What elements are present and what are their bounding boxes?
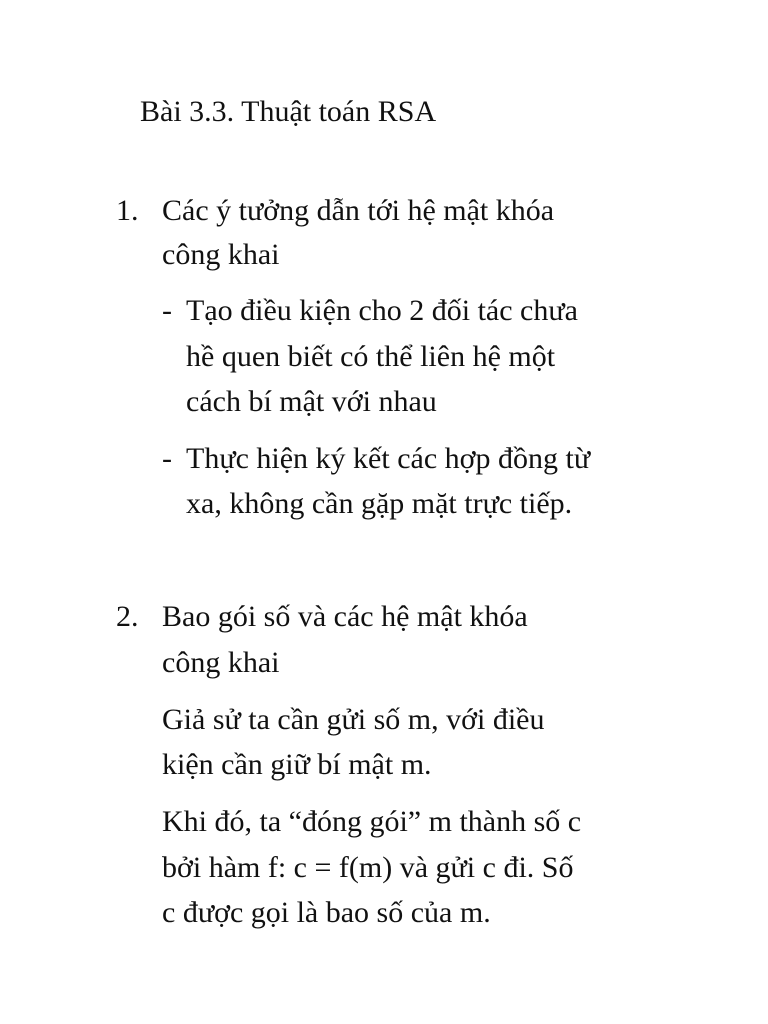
paragraph-2-line-3: c được gọi là bao số của m. (162, 896, 491, 929)
section-1-heading-line-1: Các ý tưởng dẫn tới hệ mật khóa (162, 194, 555, 227)
page-title: Bài 3.3. Thuật toán RSA (140, 95, 437, 128)
section-2-heading-line-1: Bao gói số và các hệ mật khóa (162, 600, 528, 633)
bullet-2-line-2: xa, không cần gặp mặt trực tiếp. (186, 487, 573, 520)
section-1-number: 1. (116, 194, 139, 227)
bullet-2-line-1: Thực hiện ký kết các hợp đồng từ (186, 442, 591, 475)
paragraph-1-line-1: Giả sử ta cần gửi số m, với điều (162, 703, 545, 736)
section-2-heading-line-2: công khai (162, 646, 280, 679)
bullet-2-marker: - (162, 442, 172, 475)
bullet-1-line-3: cách bí mật với nhau (186, 385, 437, 418)
paragraph-2-line-1: Khi đó, ta “đóng gói” m thành số c (162, 805, 582, 838)
section-2-number: 2. (116, 600, 139, 633)
paragraph-1-line-2: kiện cần giữ bí mật m. (162, 748, 432, 781)
bullet-1-marker: - (162, 294, 172, 327)
section-1-heading-line-2: công khai (162, 238, 280, 271)
bullet-1-line-2: hề quen biết có thể liên hệ một (186, 340, 556, 373)
bullet-1-line-1: Tạo điều kiện cho 2 đối tác chưa (186, 294, 578, 327)
paragraph-2-line-2: bởi hàm f: c = f(m) và gửi c đi. Số (162, 851, 574, 884)
